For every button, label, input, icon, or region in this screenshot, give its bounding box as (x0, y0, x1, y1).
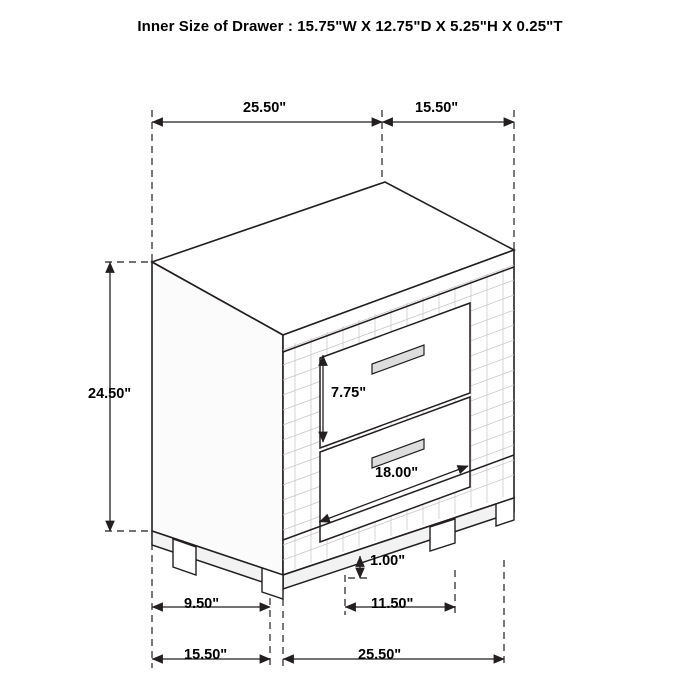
dimension-label-drawer-width: 18.00" (375, 465, 419, 481)
dimension-label-top-right: 15.50" (415, 100, 459, 116)
dimension-label-base-right: 11.50" (371, 596, 414, 612)
dimension-label-base-left: 9.50" (184, 596, 220, 612)
dimension-label-drawer-height: 7.75" (331, 385, 367, 401)
dimension-label-base-depth: 15.50" (184, 647, 228, 663)
dimension-label-height: 24.50" (88, 386, 132, 402)
dimension-label-foot-height: 1.00" (370, 553, 406, 569)
page-title: Inner Size of Drawer : 15.75"W X 12.75"D X 5.25"H X 0.25"T (137, 18, 563, 35)
dimension-label-top-left: 25.50" (243, 100, 287, 116)
dimension-label-base-width: 25.50" (358, 647, 402, 663)
